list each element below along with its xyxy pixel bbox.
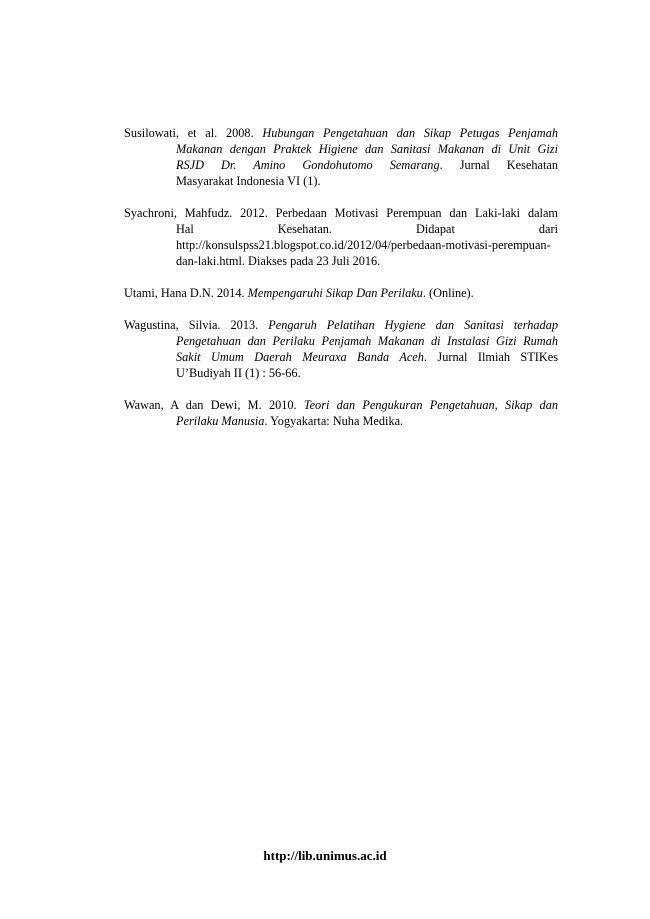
reference-text: . Yogyakarta: Nuha Medika. bbox=[264, 414, 404, 428]
reference-line bbox=[124, 221, 558, 237]
reference-text: . Jurnal Kesehatan bbox=[439, 158, 558, 172]
reference-line bbox=[124, 237, 558, 253]
reference-text: Wawan, A dan Dewi, M. 2010. bbox=[124, 398, 304, 412]
reference-title-italic: Teori dan Pengukuran Pengetahuan, Sikap dan bbox=[303, 398, 558, 412]
reference-line bbox=[124, 141, 558, 157]
reference-text: Hal Kesehatan. Didapat dari bbox=[176, 222, 558, 236]
reference-link: http://konsulspss21.blogspot.co.id/2012/04/perbedaan-motivasi-perempuan- bbox=[176, 238, 551, 252]
reference-line bbox=[124, 413, 558, 429]
reference-line bbox=[124, 173, 558, 189]
reference-text: Wagustina, Silvia. 2013. bbox=[124, 318, 269, 332]
reference-line bbox=[124, 317, 558, 333]
reference-text: . (Online). bbox=[422, 286, 474, 300]
reference-text: U’Budiyah II (1) : 56-66. bbox=[176, 366, 301, 380]
reference-line bbox=[124, 397, 558, 413]
reference-entry bbox=[124, 205, 558, 269]
reference-title-italic: Perilaku Manusia bbox=[176, 414, 265, 428]
reference-text: Masyarakat Indonesia VI (1). bbox=[176, 174, 321, 188]
reference-title-italic: Pengetahuan dan Perilaku Penjamah Makanan di Instalasi Gizi Rumah bbox=[176, 334, 558, 348]
reference-entry bbox=[124, 285, 558, 301]
reference-line bbox=[124, 285, 558, 301]
reference-title-italic: Sakit Umum Daerah Meuraxa Banda Aceh bbox=[176, 350, 424, 364]
footer-url: http://lib.unimus.ac.id bbox=[263, 848, 387, 863]
reference-text: Syachroni, Mahfudz. 2012. Perbedaan Motivasi Perempuan dan Laki-laki dalam bbox=[124, 206, 558, 220]
reference-title-italic: Makanan dengan Praktek Higiene dan Sanitasi Makanan di Unit Gizi bbox=[176, 142, 558, 156]
reference-line bbox=[124, 253, 558, 269]
reference-entry bbox=[124, 317, 558, 381]
reference-title-italic: Pengaruh Pelatihan Hygiene dan Sanitasi terhadap bbox=[268, 318, 558, 332]
reference-line bbox=[124, 157, 558, 173]
reference-entry bbox=[124, 397, 558, 429]
reference-title-italic: Hubungan Pengetahuan dan Sikap Petugas Penjamah bbox=[262, 126, 558, 140]
reference-line bbox=[124, 333, 558, 349]
reference-title-italic: RSJD Dr. Amino Gondohutomo Semarang bbox=[176, 158, 440, 172]
reference-text: Susilowati, et al. 2008. bbox=[124, 126, 263, 140]
reference-line bbox=[124, 349, 558, 365]
reference-text: dan-laki.html. Diakses pada 23 Juli 2016. bbox=[176, 254, 381, 268]
reference-line bbox=[124, 205, 558, 221]
reference-text: . Jurnal Ilmiah STIKes bbox=[423, 350, 558, 364]
reference-entry bbox=[124, 125, 558, 189]
reference-line bbox=[124, 125, 558, 141]
reference-list bbox=[124, 125, 558, 445]
reference-line bbox=[124, 365, 558, 381]
reference-title-italic: Mempengaruhi Sikap Dan Perilaku bbox=[247, 286, 423, 300]
reference-text: Utami, Hana D.N. 2014. bbox=[124, 286, 248, 300]
